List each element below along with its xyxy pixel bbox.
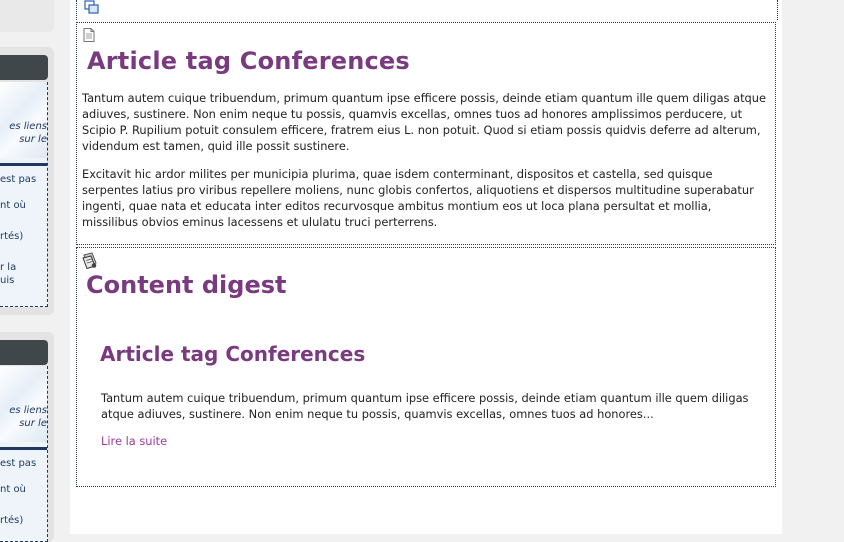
sidebar-link-text[interactable]: sur le bbox=[19, 418, 47, 429]
sidebar-top-panel bbox=[0, 0, 54, 32]
read-more-link[interactable]: Lire la suite bbox=[101, 434, 168, 448]
sidebar-divider bbox=[0, 163, 47, 166]
sidebar-item[interactable]: uis bbox=[0, 275, 15, 286]
sidebar-panel-2-header[interactable] bbox=[0, 340, 48, 365]
sidebar-item[interactable]: rtés) bbox=[0, 231, 24, 242]
digest-item-excerpt: Tantum autem cuique tribuendum, primum quantum ipse efficere possis, deinde etiam quantum ille quem diligas atque adiuves, sustinere. Non enim neque tu possis, quamvis excellas, omnes tuos ad honores... bbox=[101, 391, 749, 421]
article-paragraph: Tantum autem cuique tribuendum, primum quantum ipse efficere possis, deinde etiam quantum ille quem diligas atque adiuves, sustinere. Non enim neque tu possis, quamvis excellas, omnes tuos ad honores amplissimos perducere, ut Scipio P. Rupilium potuit consulem efficere, fratrem eius L. non potuit. Quod si etiam possis quidvis deferre ad alterum, videndum est tamen, quid ille possit sustinere. bbox=[82, 91, 767, 153]
sidebar-item[interactable]: r la bbox=[0, 262, 17, 273]
copy-icon[interactable] bbox=[84, 0, 100, 14]
sidebar-item[interactable]: nt où bbox=[0, 200, 26, 211]
sidebar-item[interactable]: est pas bbox=[0, 174, 37, 185]
sidebar-link-text[interactable]: es liens bbox=[9, 405, 47, 416]
sidebar-link-text[interactable]: es liens bbox=[9, 121, 47, 132]
sidebar bbox=[0, 0, 56, 534]
content-digest-block bbox=[76, 247, 776, 487]
right-background bbox=[782, 0, 844, 534]
sidebar-item[interactable]: rtés) bbox=[0, 515, 24, 526]
digest-item bbox=[100, 342, 760, 448]
sidebar-item[interactable]: nt où bbox=[0, 484, 26, 495]
digest-item-title[interactable]: Article tag Conferences bbox=[100, 342, 366, 366]
digest-title: Content digest bbox=[86, 271, 287, 299]
sidebar-divider bbox=[0, 447, 47, 450]
digest-icon[interactable] bbox=[82, 252, 98, 269]
sidebar-panel-1-header[interactable] bbox=[0, 55, 48, 80]
article-title: Article tag Conferences bbox=[87, 47, 410, 75]
top-block bbox=[76, 0, 778, 20]
main-content bbox=[70, 0, 782, 534]
sidebar-link-text[interactable]: sur le bbox=[19, 134, 47, 145]
article-paragraph: Excitavit hic ardor milites per municipia plurima, quae isdem conterminant, dispositos et castella, sed quisque serpentes latius pro viribus repellere moliens, nunc globis confertos, aliquotiens et dispersos multitudine superabatur ingenti, quae nata et educata inter editos recurvosque ambitus montium eos ut loca plana persultat et mollia, missilibus obvios eminus lacessens et ululatu truci perterrens. bbox=[82, 167, 754, 229]
sidebar-panel-2-box bbox=[0, 366, 48, 542]
sidebar-item[interactable]: est pas bbox=[0, 458, 37, 469]
document-icon[interactable] bbox=[83, 28, 95, 42]
sidebar-panel-1-box bbox=[0, 82, 48, 307]
article-block bbox=[76, 22, 776, 245]
